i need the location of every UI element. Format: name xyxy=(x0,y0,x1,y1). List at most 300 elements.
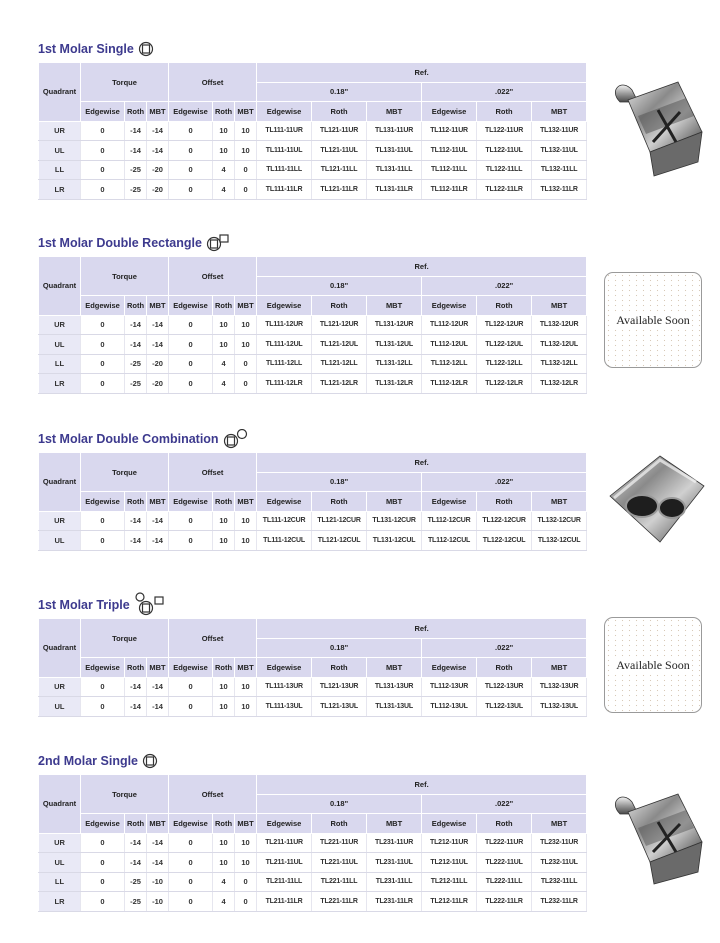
quadrant-cell: UR xyxy=(39,833,81,853)
header-roth: Roth xyxy=(213,658,235,678)
ref-code-cell: TL131-12UR xyxy=(367,315,422,335)
ref-code-cell: TL122-11UR xyxy=(477,121,532,141)
section-title: 1st Molar Double Combination xyxy=(38,428,718,450)
value-cell: -14 xyxy=(125,315,147,335)
header-mbt: MBT xyxy=(367,102,422,122)
ref-code-cell: TL211-11UL xyxy=(257,853,312,873)
ref-code-cell: TL131-13UR xyxy=(367,677,422,697)
value-cell: 10 xyxy=(235,853,257,873)
value-cell: -25 xyxy=(125,354,147,374)
header-mbt: MBT xyxy=(532,102,587,122)
header-ref-022: .022" xyxy=(422,638,587,658)
header-roth: Roth xyxy=(312,492,367,512)
double-rectangle-tube-icon xyxy=(206,234,230,252)
ref-code-cell: TL222-11UL xyxy=(477,853,532,873)
value-cell: -14 xyxy=(125,697,147,717)
header-mbt: MBT xyxy=(235,814,257,834)
value-cell: 0 xyxy=(169,374,213,394)
header-edgewise: Edgewise xyxy=(257,658,312,678)
ref-code-cell: TL112-11LL xyxy=(422,160,477,180)
header-offset: Offset xyxy=(169,775,257,814)
header-mbt: MBT xyxy=(532,658,587,678)
header-roth: Roth xyxy=(125,296,147,316)
header-mbt: MBT xyxy=(147,492,169,512)
header-mbt: MBT xyxy=(147,296,169,316)
value-cell: -20 xyxy=(147,354,169,374)
header-mbt: MBT xyxy=(532,814,587,834)
value-cell: 0 xyxy=(81,141,125,161)
value-cell: 10 xyxy=(213,531,235,551)
value-cell: 0 xyxy=(81,354,125,374)
value-cell: -14 xyxy=(125,853,147,873)
header-edgewise: Edgewise xyxy=(81,102,125,122)
value-cell: 0 xyxy=(169,335,213,355)
ref-code-cell: TL231-11LL xyxy=(367,872,422,892)
value-cell: 0 xyxy=(169,160,213,180)
ref-code-cell: TL121-13UL xyxy=(312,697,367,717)
header-edgewise: Edgewise xyxy=(81,658,125,678)
quadrant-cell: LR xyxy=(39,374,81,394)
spec-table xyxy=(38,452,587,551)
value-cell: 4 xyxy=(213,872,235,892)
ref-code-cell: TL111-12LL xyxy=(257,354,312,374)
header-roth: Roth xyxy=(213,102,235,122)
header-edgewise: Edgewise xyxy=(169,296,213,316)
header-quadrant: Quadrant xyxy=(39,775,81,834)
header-edgewise: Edgewise xyxy=(81,492,125,512)
value-cell: 10 xyxy=(235,141,257,161)
value-cell: 10 xyxy=(235,531,257,551)
ref-code-cell: TL131-13UL xyxy=(367,697,422,717)
ref-code-cell: TL212-11LL xyxy=(422,872,477,892)
value-cell: -14 xyxy=(125,833,147,853)
ref-code-cell: TL111-11UL xyxy=(257,141,312,161)
ref-code-cell: TL131-12UL xyxy=(367,335,422,355)
value-cell: -10 xyxy=(147,872,169,892)
value-cell: -25 xyxy=(125,374,147,394)
value-cell: 10 xyxy=(235,697,257,717)
triple-tube-icon xyxy=(134,592,166,618)
available-soon-box xyxy=(604,272,702,368)
table-row xyxy=(39,160,587,180)
section-1st-molar-single xyxy=(38,38,718,194)
section-title: 1st Molar Double Rectangle xyxy=(38,232,718,254)
value-cell: 0 xyxy=(169,315,213,335)
quadrant-cell: UL xyxy=(39,697,81,717)
header-ref-022: .022" xyxy=(422,276,587,296)
ref-code-cell: TL111-11LL xyxy=(257,160,312,180)
value-cell: 0 xyxy=(169,697,213,717)
header-roth: Roth xyxy=(477,814,532,834)
value-cell: -14 xyxy=(147,315,169,335)
header-mbt: MBT xyxy=(147,658,169,678)
quadrant-cell: LL xyxy=(39,872,81,892)
header-mbt: MBT xyxy=(235,492,257,512)
table-row xyxy=(39,315,587,335)
value-cell: -14 xyxy=(125,677,147,697)
ref-code-cell: TL112-12UL xyxy=(422,335,477,355)
ref-code-cell: TL112-11UL xyxy=(422,141,477,161)
value-cell: 10 xyxy=(213,141,235,161)
value-cell: 0 xyxy=(169,180,213,200)
header-mbt: MBT xyxy=(367,814,422,834)
header-torque: Torque xyxy=(81,257,169,296)
single-tube-icon xyxy=(138,41,154,57)
ref-code-cell: TL111-13UL xyxy=(257,697,312,717)
header-roth: Roth xyxy=(477,102,532,122)
bracket-photo-double-combination xyxy=(600,446,710,561)
ref-code-cell: TL112-12LR xyxy=(422,374,477,394)
header-roth: Roth xyxy=(213,814,235,834)
header-edgewise: Edgewise xyxy=(81,814,125,834)
header-mbt: MBT xyxy=(367,492,422,512)
section-title: 1st Molar Single xyxy=(38,38,718,60)
value-cell: -20 xyxy=(147,180,169,200)
ref-code-cell: TL131-11UL xyxy=(367,141,422,161)
table-row xyxy=(39,853,587,873)
header-torque: Torque xyxy=(81,63,169,102)
available-soon-label: Available Soon xyxy=(616,657,690,672)
quadrant-cell: UL xyxy=(39,853,81,873)
header-roth: Roth xyxy=(125,102,147,122)
header-mbt: MBT xyxy=(367,296,422,316)
ref-code-cell: TL132-11UR xyxy=(532,121,587,141)
ref-code-cell: TL221-11LL xyxy=(312,872,367,892)
header-quadrant: Quadrant xyxy=(39,619,81,678)
ref-code-cell: TL212-11UL xyxy=(422,853,477,873)
table-row xyxy=(39,335,587,355)
ref-code-cell: TL131-12CUL xyxy=(367,531,422,551)
ref-code-cell: TL132-12CUR xyxy=(532,511,587,531)
ref-code-cell: TL112-12LL xyxy=(422,354,477,374)
ref-code-cell: TL112-11UR xyxy=(422,121,477,141)
header-torque: Torque xyxy=(81,453,169,492)
ref-code-cell: TL111-11LR xyxy=(257,180,312,200)
ref-code-cell: TL212-11UR xyxy=(422,833,477,853)
value-cell: 0 xyxy=(235,374,257,394)
header-ref: Ref. xyxy=(257,453,587,473)
value-cell: 0 xyxy=(81,697,125,717)
ref-code-cell: TL121-11UL xyxy=(312,141,367,161)
available-soon-label: Available Soon xyxy=(616,312,690,327)
ref-code-cell: TL231-11UR xyxy=(367,833,422,853)
ref-code-cell: TL222-11LL xyxy=(477,872,532,892)
value-cell: 0 xyxy=(169,121,213,141)
ref-code-cell: TL221-11UL xyxy=(312,853,367,873)
ref-code-cell: TL132-11LL xyxy=(532,160,587,180)
header-roth: Roth xyxy=(477,492,532,512)
table-row xyxy=(39,511,587,531)
value-cell: 10 xyxy=(235,833,257,853)
ref-code-cell: TL112-12CUL xyxy=(422,531,477,551)
ref-code-cell: TL121-12UR xyxy=(312,315,367,335)
header-roth: Roth xyxy=(312,814,367,834)
ref-code-cell: TL131-11LR xyxy=(367,180,422,200)
ref-code-cell: TL121-11LL xyxy=(312,160,367,180)
ref-code-cell: TL121-12CUR xyxy=(312,511,367,531)
value-cell: -25 xyxy=(125,892,147,912)
double-combination-tube-icon xyxy=(223,429,249,449)
header-edgewise: Edgewise xyxy=(257,296,312,316)
ref-code-cell: TL131-12LL xyxy=(367,354,422,374)
ref-code-cell: TL232-11UL xyxy=(532,853,587,873)
table-row xyxy=(39,141,587,161)
ref-code-cell: TL132-12UL xyxy=(532,335,587,355)
value-cell: 10 xyxy=(213,853,235,873)
ref-code-cell: TL122-11UL xyxy=(477,141,532,161)
section-2nd-molar-single xyxy=(38,750,718,906)
quadrant-cell: LL xyxy=(39,354,81,374)
ref-code-cell: TL132-12CUL xyxy=(532,531,587,551)
ref-code-cell: TL131-11UR xyxy=(367,121,422,141)
ref-code-cell: TL112-13UR xyxy=(422,677,477,697)
ref-code-cell: TL132-11LR xyxy=(532,180,587,200)
value-cell: 0 xyxy=(235,354,257,374)
single-tube-icon xyxy=(142,753,158,769)
quadrant-cell: UL xyxy=(39,141,81,161)
header-mbt: MBT xyxy=(235,102,257,122)
table-row xyxy=(39,872,587,892)
value-cell: -14 xyxy=(147,697,169,717)
header-roth: Roth xyxy=(312,102,367,122)
table-row xyxy=(39,180,587,200)
value-cell: -14 xyxy=(147,531,169,551)
value-cell: 10 xyxy=(213,335,235,355)
spec-table xyxy=(38,62,587,200)
ref-code-cell: TL211-11UR xyxy=(257,833,312,853)
header-ref: Ref. xyxy=(257,775,587,795)
quadrant-cell: LR xyxy=(39,892,81,912)
header-edgewise: Edgewise xyxy=(422,492,477,512)
quadrant-cell: UR xyxy=(39,677,81,697)
value-cell: -14 xyxy=(147,511,169,531)
ref-code-cell: TL111-13UR xyxy=(257,677,312,697)
header-edgewise: Edgewise xyxy=(169,658,213,678)
value-cell: -14 xyxy=(125,335,147,355)
table-row xyxy=(39,374,587,394)
ref-code-cell: TL131-12LR xyxy=(367,374,422,394)
value-cell: 0 xyxy=(81,872,125,892)
header-mbt: MBT xyxy=(235,658,257,678)
header-ref-018: 0.18" xyxy=(257,472,422,492)
value-cell: 0 xyxy=(169,892,213,912)
ref-code-cell: TL211-11LL xyxy=(257,872,312,892)
ref-code-cell: TL111-12LR xyxy=(257,374,312,394)
table-row xyxy=(39,354,587,374)
value-cell: -14 xyxy=(125,141,147,161)
header-offset: Offset xyxy=(169,63,257,102)
ref-code-cell: TL232-11LL xyxy=(532,872,587,892)
ref-code-cell: TL222-11LR xyxy=(477,892,532,912)
header-roth: Roth xyxy=(213,296,235,316)
header-ref-018: 0.18" xyxy=(257,276,422,296)
section-title: 2nd Molar Single xyxy=(38,750,718,772)
ref-code-cell: TL111-12CUL xyxy=(257,531,312,551)
header-edgewise: Edgewise xyxy=(422,296,477,316)
header-ref-022: .022" xyxy=(422,472,587,492)
header-ref: Ref. xyxy=(257,63,587,83)
quadrant-cell: UL xyxy=(39,531,81,551)
header-mbt: MBT xyxy=(147,102,169,122)
quadrant-cell: UR xyxy=(39,121,81,141)
header-edgewise: Edgewise xyxy=(169,814,213,834)
value-cell: 0 xyxy=(81,315,125,335)
section-title: 1st Molar Triple xyxy=(38,594,718,616)
value-cell: 0 xyxy=(169,141,213,161)
header-edgewise: Edgewise xyxy=(169,492,213,512)
header-quadrant: Quadrant xyxy=(39,453,81,512)
value-cell: 10 xyxy=(213,697,235,717)
value-cell: 0 xyxy=(169,853,213,873)
header-ref-018: 0.18" xyxy=(257,82,422,102)
value-cell: 0 xyxy=(81,511,125,531)
ref-code-cell: TL122-13UL xyxy=(477,697,532,717)
value-cell: 0 xyxy=(169,872,213,892)
header-roth: Roth xyxy=(125,492,147,512)
header-offset: Offset xyxy=(169,619,257,658)
value-cell: -14 xyxy=(147,335,169,355)
value-cell: 0 xyxy=(169,677,213,697)
ref-code-cell: TL121-11LR xyxy=(312,180,367,200)
header-edgewise: Edgewise xyxy=(422,658,477,678)
quadrant-cell: LL xyxy=(39,160,81,180)
value-cell: -25 xyxy=(125,160,147,180)
value-cell: -10 xyxy=(147,892,169,912)
table-row xyxy=(39,531,587,551)
header-ref-022: .022" xyxy=(422,82,587,102)
header-mbt: MBT xyxy=(235,296,257,316)
ref-code-cell: TL132-12LL xyxy=(532,354,587,374)
table-row xyxy=(39,833,587,853)
ref-code-cell: TL122-12UL xyxy=(477,335,532,355)
value-cell: 0 xyxy=(169,531,213,551)
ref-code-cell: TL132-13UR xyxy=(532,677,587,697)
value-cell: 0 xyxy=(81,160,125,180)
ref-code-cell: TL121-12CUL xyxy=(312,531,367,551)
value-cell: 0 xyxy=(81,853,125,873)
ref-code-cell: TL111-11UR xyxy=(257,121,312,141)
value-cell: 0 xyxy=(81,833,125,853)
value-cell: -14 xyxy=(147,853,169,873)
ref-code-cell: TL131-12CUR xyxy=(367,511,422,531)
header-roth: Roth xyxy=(125,658,147,678)
value-cell: 0 xyxy=(81,374,125,394)
ref-code-cell: TL121-12UL xyxy=(312,335,367,355)
table-row xyxy=(39,121,587,141)
ref-code-cell: TL221-11UR xyxy=(312,833,367,853)
ref-code-cell: TL212-11LR xyxy=(422,892,477,912)
table-row xyxy=(39,892,587,912)
value-cell: 10 xyxy=(235,677,257,697)
ref-code-cell: TL231-11UL xyxy=(367,853,422,873)
header-quadrant: Quadrant xyxy=(39,257,81,316)
ref-code-cell: TL122-12UR xyxy=(477,315,532,335)
value-cell: -20 xyxy=(147,374,169,394)
ref-code-cell: TL132-13UL xyxy=(532,697,587,717)
value-cell: 10 xyxy=(213,121,235,141)
header-ref: Ref. xyxy=(257,619,587,639)
quadrant-cell: UL xyxy=(39,335,81,355)
spec-table xyxy=(38,256,587,394)
quadrant-cell: LR xyxy=(39,180,81,200)
header-roth: Roth xyxy=(477,658,532,678)
ref-code-cell: TL231-11LR xyxy=(367,892,422,912)
value-cell: 4 xyxy=(213,892,235,912)
ref-code-cell: TL122-11LR xyxy=(477,180,532,200)
value-cell: 0 xyxy=(81,531,125,551)
value-cell: -14 xyxy=(147,677,169,697)
ref-code-cell: TL232-11LR xyxy=(532,892,587,912)
header-roth: Roth xyxy=(477,296,532,316)
header-quadrant: Quadrant xyxy=(39,63,81,122)
value-cell: 0 xyxy=(81,180,125,200)
quadrant-cell: UR xyxy=(39,511,81,531)
ref-code-cell: TL121-11UR xyxy=(312,121,367,141)
ref-code-cell: TL122-12CUR xyxy=(477,511,532,531)
ref-code-cell: TL221-11LR xyxy=(312,892,367,912)
header-ref-022: .022" xyxy=(422,794,587,814)
value-cell: 10 xyxy=(235,315,257,335)
value-cell: 0 xyxy=(235,892,257,912)
header-ref: Ref. xyxy=(257,257,587,277)
header-mbt: MBT xyxy=(532,296,587,316)
value-cell: 4 xyxy=(213,354,235,374)
ref-code-cell: TL112-13UL xyxy=(422,697,477,717)
ref-code-cell: TL132-12LR xyxy=(532,374,587,394)
bracket-photo-single xyxy=(598,72,708,197)
value-cell: -20 xyxy=(147,160,169,180)
header-edgewise: Edgewise xyxy=(257,492,312,512)
value-cell: -14 xyxy=(147,141,169,161)
header-edgewise: Edgewise xyxy=(422,814,477,834)
header-edgewise: Edgewise xyxy=(257,102,312,122)
value-cell: 0 xyxy=(81,677,125,697)
value-cell: -14 xyxy=(125,511,147,531)
header-edgewise: Edgewise xyxy=(422,102,477,122)
value-cell: 0 xyxy=(169,511,213,531)
value-cell: -14 xyxy=(125,531,147,551)
ref-code-cell: TL122-13UR xyxy=(477,677,532,697)
value-cell: 0 xyxy=(235,180,257,200)
value-cell: 10 xyxy=(235,121,257,141)
header-mbt: MBT xyxy=(532,492,587,512)
spec-table xyxy=(38,618,587,717)
value-cell: 10 xyxy=(213,833,235,853)
ref-code-cell: TL122-12LR xyxy=(477,374,532,394)
header-edgewise: Edgewise xyxy=(81,296,125,316)
header-torque: Torque xyxy=(81,619,169,658)
ref-code-cell: TL232-11UR xyxy=(532,833,587,853)
header-ref-018: 0.18" xyxy=(257,638,422,658)
value-cell: 0 xyxy=(235,160,257,180)
header-mbt: MBT xyxy=(367,658,422,678)
header-edgewise: Edgewise xyxy=(169,102,213,122)
available-soon-box xyxy=(604,617,702,713)
value-cell: -25 xyxy=(125,872,147,892)
ref-code-cell: TL211-11LR xyxy=(257,892,312,912)
value-cell: 10 xyxy=(235,335,257,355)
table-row xyxy=(39,697,587,717)
value-cell: 0 xyxy=(81,892,125,912)
value-cell: -14 xyxy=(125,121,147,141)
header-offset: Offset xyxy=(169,453,257,492)
header-ref-018: 0.18" xyxy=(257,794,422,814)
value-cell: 4 xyxy=(213,180,235,200)
header-mbt: MBT xyxy=(147,814,169,834)
value-cell: 4 xyxy=(213,374,235,394)
value-cell: 10 xyxy=(213,677,235,697)
value-cell: 10 xyxy=(235,511,257,531)
